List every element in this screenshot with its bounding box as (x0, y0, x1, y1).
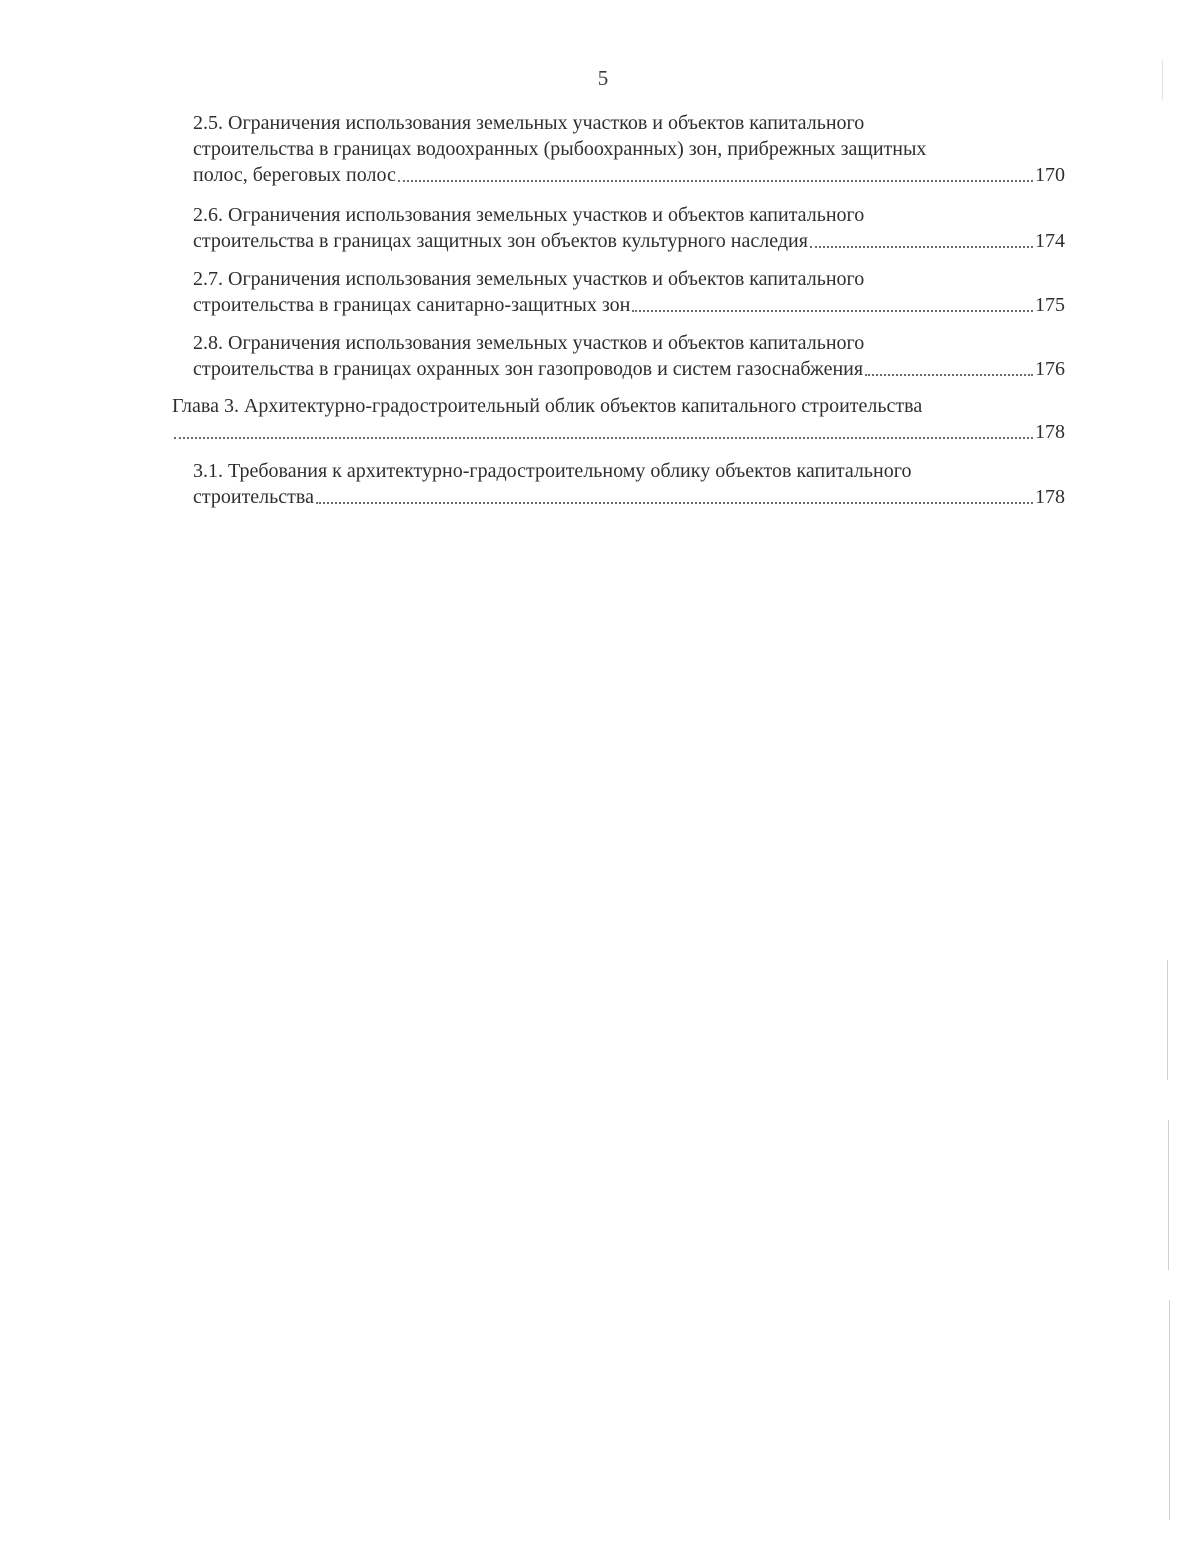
toc-entry-text: строительства в границах защитных зон объектов культурного наследия (193, 230, 808, 252)
toc-entry-text-line: Глава 3. Архитектурно-градостроительный облик объектов капитального строительства (172, 395, 923, 417)
toc-entry-2-8 (193, 330, 1065, 382)
dot-leader (810, 246, 1033, 248)
toc-entry-text-line: 2.5. Ограничения использования земельных участков и объектов капитального (193, 112, 865, 134)
toc-entry-text-line: 3.1. Требования к архитектурно-градостроительному облику объектов капитального (193, 460, 912, 482)
toc-entry-2-6 (193, 202, 1065, 254)
toc-entry-text-line: 2.7. Ограничения использования земельных участков и объектов капитального (193, 268, 865, 290)
toc-entry-text-line: строительства в границах водоохранных (рыбоохранных) зон, прибрежных защитных (193, 138, 927, 160)
scan-artifact (1167, 960, 1168, 1080)
toc-entry-text-line: 2.8. Ограничения использования земельных участков и объектов капитального (193, 332, 865, 354)
toc-entry-last-line (193, 356, 1065, 382)
toc-entry-last-line (193, 162, 1065, 188)
toc-entry-text-line: 2.6. Ограничения использования земельных участков и объектов капитального (193, 204, 865, 226)
toc-entry-last-line (172, 419, 1065, 445)
toc-entry-chapter-3 (172, 393, 1065, 445)
dot-leader (865, 374, 1033, 376)
toc-page-number: 174 (1035, 230, 1065, 252)
scan-artifact (1169, 1300, 1170, 1520)
toc-page-number: 176 (1035, 358, 1065, 380)
toc-entry-2-5 (193, 110, 1065, 188)
scan-artifact (1162, 60, 1163, 100)
dot-leader (174, 437, 1033, 439)
toc-entry-text: строительства (193, 486, 314, 508)
toc-entry-last-line (193, 484, 1065, 510)
dot-leader (398, 180, 1033, 182)
toc-entry-text: полос, береговых полос (193, 164, 396, 186)
dot-leader (316, 502, 1033, 504)
toc-entry-text: строительства в границах санитарно-защитных зон (193, 294, 631, 316)
toc-page-number: 175 (1035, 294, 1065, 316)
toc-page-number: 170 (1035, 164, 1065, 186)
toc-entry-3-1 (193, 458, 1065, 510)
toc-entry-2-7 (193, 266, 1065, 318)
page-number: 5 (597, 66, 609, 90)
toc-entry-last-line (193, 292, 1065, 318)
toc-entry-last-line (193, 228, 1065, 254)
dot-leader (632, 310, 1033, 312)
toc-page-number: 178 (1035, 421, 1065, 443)
toc-page-number: 178 (1035, 486, 1065, 508)
toc-entry-text: строительства в границах охранных зон газопроводов и систем газоснабжения (193, 358, 864, 380)
scan-artifact (1168, 1120, 1169, 1270)
